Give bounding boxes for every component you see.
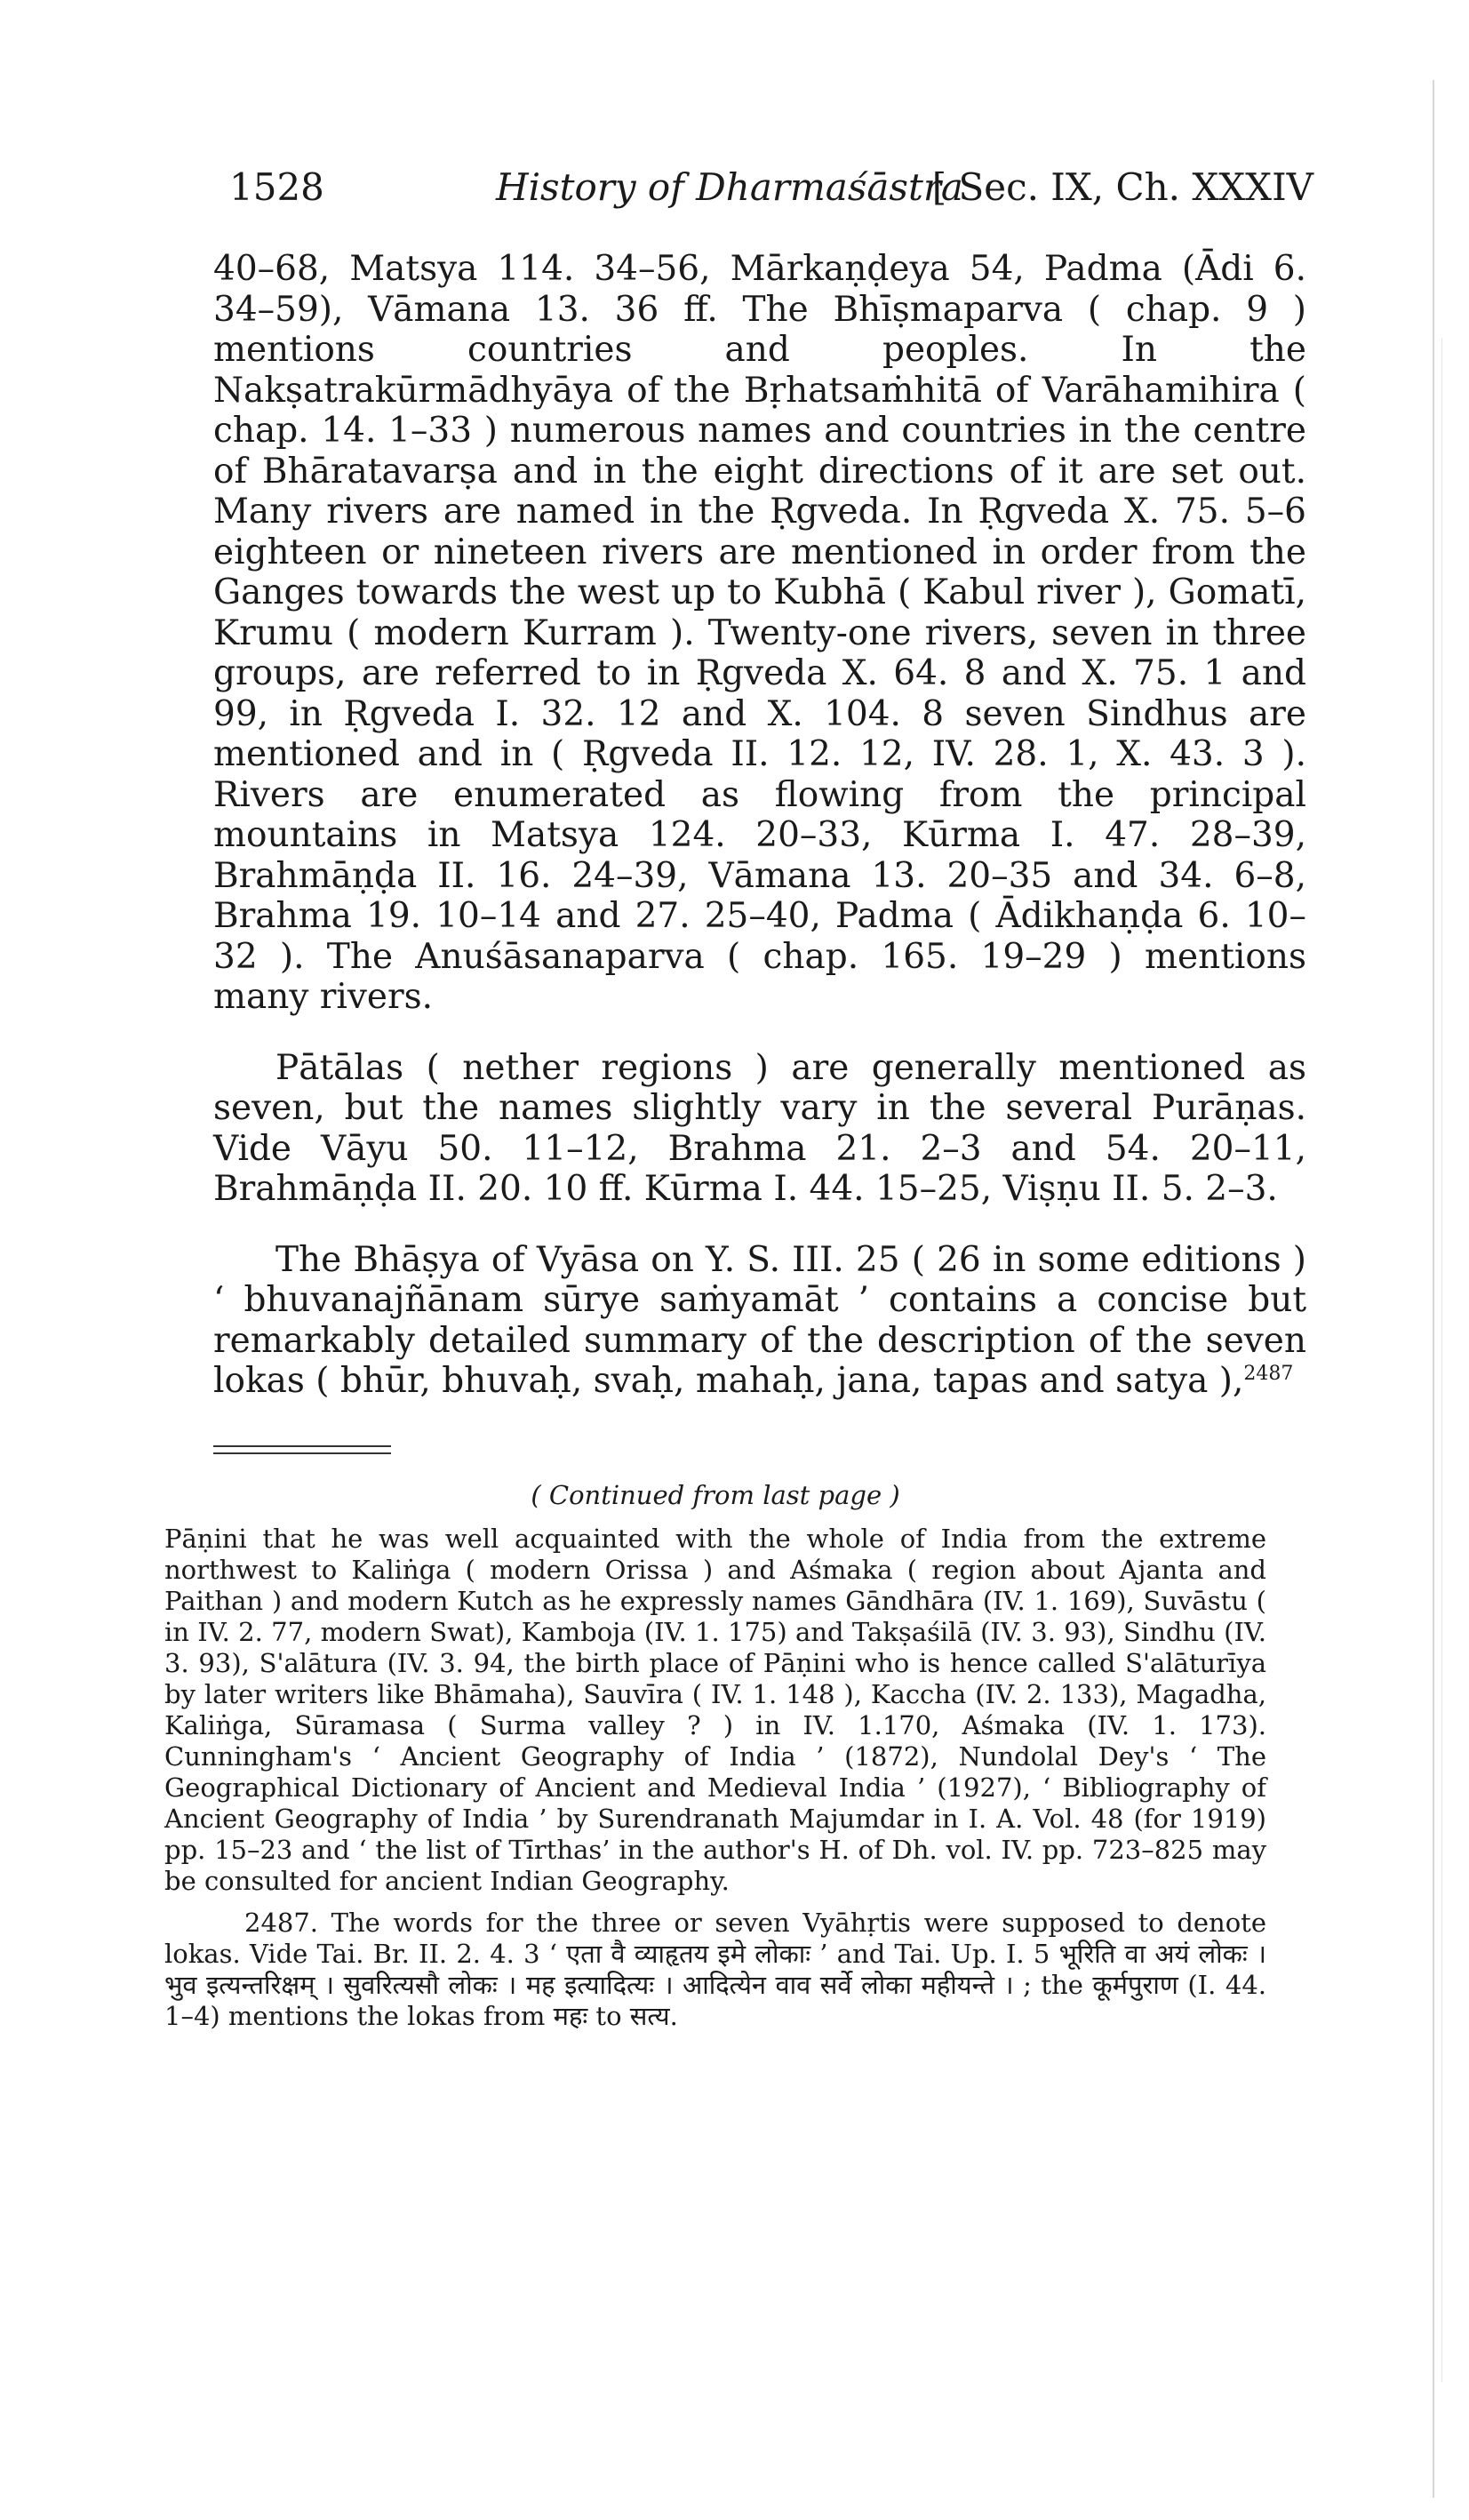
body-paragraph-1: 40–68, Matsya 114. 34–56, Mārkaṇḍeya 54, Padma (Ādi 6. 34–59), Vāmana 13. 36 ff. The Bhīṣmaparva ( chap. 9 ) mentions countries and peoples. In the Nakṣatrakūrmādhyāya of the Bṛhatsaṁhitā of Varāhamihira ( chap. 14. 1–33 ) numerous names and countries in the centre of Bhāratavarṣa and in the eight directions of it are set out. Many rivers are named in the Ṛgveda. In Ṛgveda X. 75. 5–6 eighteen or nineteen rivers are mentioned in order from the Ganges towards the west up to Kubhā ( Kabul river ), Gomatī, Krumu ( modern Kurram ). Twenty-one rivers, seven in three groups, are referred to in Ṛgveda X. 64. 8 and X. 75. 1 and 99, in Ṛgveda I. 32. 12 and X. 104. 8 seven Sindhus are mentioned and in ( Ṛgveda II. 12. 12, IV. 28. 1, X. 43. 3 ). Rivers are enumerated as flowing from the principal mountains in Matsya 124. 20–33, Kūrma I. 47. 28–39, Brahmāṇḍa II. 16. 24–39, Vāmana 13. 20–35 and 34. 6–8, Brahma 19. 10–14 and 27. 25–40, Padma ( Ādikhaṇḍa 6. 10–32 ). The Anuśāsanaparva ( chap. 165. 19–29 ) mentions many rivers. — [213, 249, 1306, 1017]
footnotes-section — [164, 1480, 1266, 2032]
footnote-reference-2487: 2487 — [1243, 1363, 1294, 1385]
page-number: 1528 — [229, 165, 324, 209]
main-body-text — [213, 249, 1306, 1402]
footnote-separator-rule-2 — [213, 1452, 391, 1454]
continued-label: ( Continued from last page ) — [531, 1480, 900, 1510]
continued-footnote-text: Pāṇini that he was well acquainted with the whole of India from the extreme northwest to Kaliṅga ( modern Orissa ) and Aśmaka ( region about Ajanta and Paithan ) and modern Kutch as he expressly names Gāndhāra (IV. 1. 169), Suvāstu ( in IV. 2. 77, modern Swat), Kamboja (IV. 1. 175) and Takṣaśilā (IV. 3. 93), Sindhu (IV. 3. 93), S'alātura (IV. 3. 94, the birth place of Pāṇini who is hence called S'alāturīya by later writers like Bhāmaha), Sauvīra ( IV. 1. 148 ), Kaccha (IV. 2. 133), Magadha, Kaliṅga, Sūramasa ( Surma valley ? ) in IV. 1.170, Aśmaka (IV. 1. 173). Cunningham's ‘ Ancient Geography of India ’ (1872), Nundolal Dey's ‘ The Geographical Dictionary of Ancient and Medieval India ’ (1927), ‘ Bibliography of Ancient Geography of India ’ by Surendranath Majumdar in I. A. Vol. 48 (for 1919) pp. 15–23 and ‘ the list of Tīrthas’ in the author's H. of Dh. vol. IV. pp. 723–825 may be consulted for ancient Indian Geography. — [164, 1524, 1266, 1896]
page-edge-line — [1433, 80, 1434, 2498]
body-paragraph-2: Pātālas ( nether regions ) are generally mentioned as seven, but the names slightly vary in the several Purāṇas. Vide Vāyu 50. 11–12, Brahma 21. 2–3 and 54. 20–11, Brahmāṇḍa II. 20. 10 ff. Kūrma I. 44. 15–25, Viṣṇu II. 5. 2–3. — [213, 1047, 1306, 1209]
page-edge-line-inner — [1441, 338, 1442, 2382]
body-paragraph-3 — [213, 1240, 1306, 1402]
page-header — [229, 165, 1313, 219]
section-reference: [ Sec. IX, Ch. XXXIV — [931, 165, 1313, 209]
running-title: History of Dharmaśāstra — [496, 165, 963, 209]
body-paragraph-3-text: The Bhāṣya of Vyāsa on Y. S. III. 25 ( 26 in some editions ) ‘ bhuvanajñānam sūrye saṁyamāt ’ contains a concise but remarkably detailed summary of the description of the seven lokas ( bhūr, bhuvaḥ, svaḥ, mahaḥ, jana, tapas and satya ), — [213, 1239, 1306, 1401]
footnote-2487: 2487. The words for the three or seven Vyāhṛtis were supposed to denote lokas. Vide Tai. Br. II. 2. 4. 3 ‘ एता वै व्याहृतय इमे लोकाः ’ and Tai. Up. I. 5 भूरिति वा अयं लोकः । भुव इत्यन्तरिक्षम् । सुवरित्यसौ लोकः । मह इत्यादित्यः । आदित्येन वाव सर्वे लोका महीयन्ते । ; the कूर्मपुराण (I. 44. 1–4) mentions the lokas from महः to सत्य. — [164, 1908, 1266, 2031]
footnote-separator-rule — [213, 1445, 391, 1447]
